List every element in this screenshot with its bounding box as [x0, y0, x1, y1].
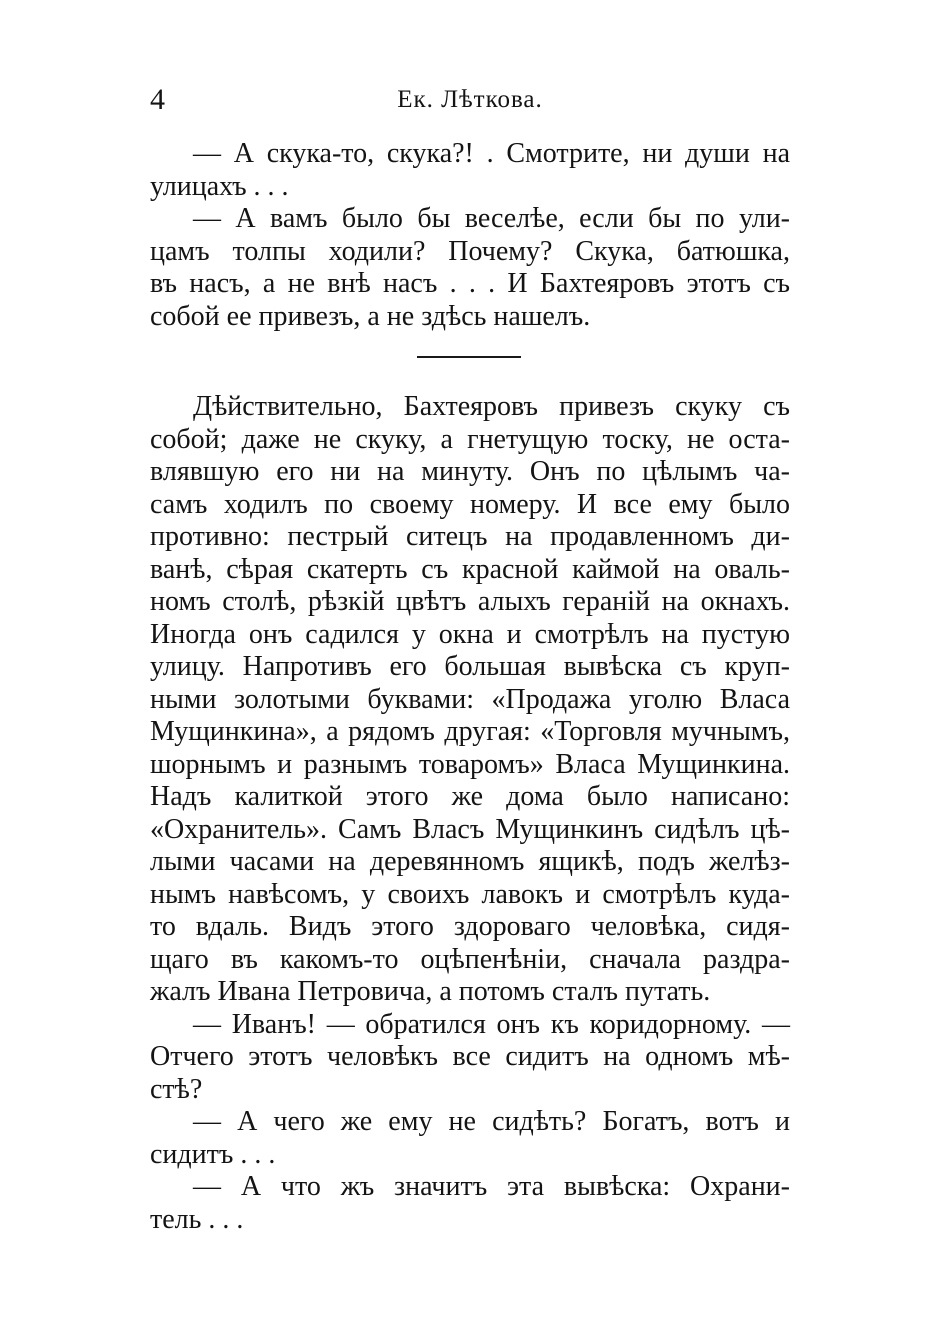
text-line: стѣ?	[150, 1073, 203, 1105]
text-line: «Охранитель». Самъ Власъ Мущинкинъ сидѣлъ цѣ-	[150, 813, 790, 845]
text-line: въ насъ, а не внѣ насъ . . . И Бахтеяровъ этотъ съ	[150, 268, 790, 299]
text-line: жалъ Ивана Петровича, а потомъ сталъ путать.	[150, 976, 711, 1007]
text-line: щаго въ какомъ-то оцѣпенѣніи, сначала раздра-	[150, 943, 790, 975]
text-line: противно: пестрый ситецъ на продавленномъ ди-	[150, 521, 790, 552]
text-line: — А что жъ значитъ эта вывѣска: Охрани-	[193, 1171, 790, 1202]
text-line: собой ее привезъ, а не здѣсь нашелъ.	[150, 300, 591, 332]
text-line: — А чего же ему не сидѣть? Богатъ, вотъ и	[193, 1106, 790, 1137]
text-line: сидитъ . . .	[150, 1138, 276, 1170]
text-line: тель . . .	[150, 1203, 244, 1235]
page-number: 4	[150, 83, 165, 116]
text-line: нымъ навѣсомъ, у своихъ лавокъ и смотрѣлъ куда-	[150, 878, 790, 910]
text-line: — А вамъ было бы веселѣе, если бы по ули-	[193, 203, 790, 234]
text-line: номъ столѣ, рѣзкій цвѣтъ алыхъ гераній на окнахъ.	[150, 586, 790, 617]
text-line: лыми часами на деревянномъ ящикѣ, подъ желѣз-	[150, 846, 790, 877]
text-line: Отчего этотъ человѣкъ все сидитъ на одномъ мѣ-	[150, 1041, 790, 1072]
narrative-section	[150, 391, 790, 1236]
text-line: ванѣ, сѣрая скатерть съ красной каймой на оваль-	[150, 553, 790, 585]
text-line: Иногда онъ садился у окна и смотрѣлъ на пустую	[150, 618, 790, 650]
text-line: — А скука-то, скука?! . Смотрите, ни души на	[193, 138, 790, 169]
text-line: улицахъ . . .	[150, 170, 289, 202]
text-line: шорнымъ и разнымъ товаромъ» Власа Мущинкина.	[150, 748, 790, 780]
text-line: Дѣйствительно, Бахтеяровъ привезъ скуку съ	[193, 391, 790, 422]
text-line: — Иванъ! — обратился онъ къ коридорному. —	[193, 1008, 790, 1040]
text-line: Надъ калиткой этого же дома было написано:	[150, 781, 790, 812]
text-line: собой; даже не скуку, а гнетущую тоску, не оста-	[150, 423, 790, 455]
dialogue-section	[150, 138, 790, 333]
text-line: ными золотыми буквами: «Продажа уголю Власа	[150, 683, 790, 715]
text-line: цамъ толпы ходили? Почему? Скука, батюшка,	[150, 235, 790, 267]
section-separator	[417, 356, 521, 358]
text-line: Мущинкина», а рядомъ другая: «Торговля мучнымъ,	[150, 716, 790, 747]
text-line: самъ ходилъ по своему номеру. И все ему было	[150, 488, 790, 520]
text-line: то вдаль. Видъ этого здороваго человѣка, сидя-	[150, 911, 790, 942]
text-line: влявшую его ни на минуту. Онъ по цѣлымъ ча-	[150, 456, 790, 487]
text-line: улицу. Напротивъ его большая вывѣска съ круп-	[150, 651, 790, 682]
running-title: Ек. Лѣткова.	[397, 86, 543, 113]
